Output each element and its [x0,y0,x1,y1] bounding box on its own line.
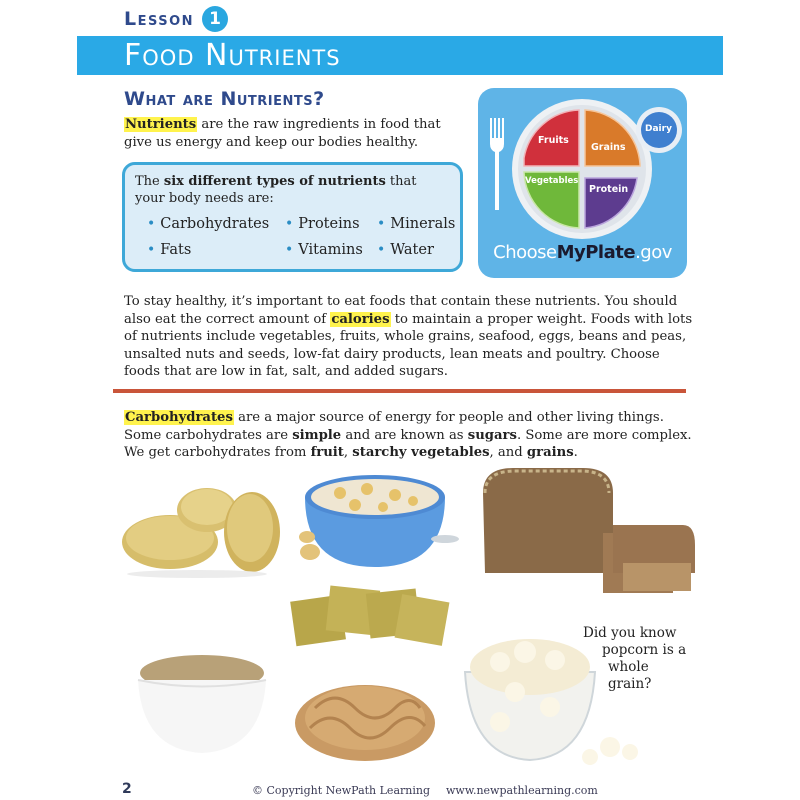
highlight-term: calories [331,311,390,327]
bullet-icon: • [377,216,386,232]
nutrient-item [377,213,467,235]
protein-label: Protein [589,184,629,195]
carb-bold: grains [526,445,574,460]
nutrient-label: Minerals [390,216,456,232]
carb-text: , and [489,445,527,460]
crackers-image [288,583,456,658]
nutrient-item [285,239,377,261]
lesson-word: Lesson [124,8,195,30]
myplate-graphic [478,88,687,278]
para-text-2: to maintain a proper weight. Foods with lots of nutrients include vegetables, fruits, whole grains, seafood, eggs, beans and peas, unsalted nuts and seeds, low-fat dairy products, lean meats and poultry. Choose foods that are low in fat, salt, and added sugars. [124,311,693,379]
section-heading: What are Nutrients? [124,88,325,110]
highlight-term: Carbohydrates [125,410,233,425]
popcorn-fact [583,625,693,693]
nutrient-label: Carbohydrates [160,216,270,232]
nutrient-label: Water [390,242,434,258]
website-link[interactable]: www.newpathlearning.com [446,784,598,797]
bullet-icon: • [147,216,156,232]
title-bar [77,36,723,75]
healthy-eating-paragraph [124,293,696,381]
caption-post: .gov [635,242,672,263]
para-text-1: To stay healthy, it’s important to eat foods that contain these nutrients. You should also eat the correct amount of [124,294,678,327]
oatmeal-bowl-image [295,467,465,582]
nutrient-label: Fats [160,242,192,258]
carb-bold: fruit [310,445,344,460]
fork-icon [490,118,504,210]
caption-pre: Choose [493,242,557,263]
bullet-icon: • [285,242,294,258]
lesson-label [124,6,228,32]
nutrient-box-lead [135,173,450,207]
carb-text: . Some are more complex. We get carbohydrates from [124,427,692,460]
vegetables-label: Vegetables [525,176,579,186]
whole-grain-bread-image [473,463,700,598]
page-title: Food Nutrients [124,38,341,73]
carb-text: and are known as [341,427,468,443]
bullet-icon: • [377,242,386,258]
myplate-caption [478,242,687,263]
bullet-icon: • [285,216,294,232]
highlight-term: Nutrients [125,117,197,132]
carb-bold: starchy vegetables [352,445,490,460]
lead-bold: six different types of nutrients [163,174,386,189]
section-divider [113,389,686,393]
lead-post: that your body needs are: [135,174,417,206]
lead-pre: The [135,174,164,189]
nutrient-label: Proteins [298,216,360,232]
page-number: 2 [122,781,132,797]
popcorn-fact-line: popcorn is a [602,642,687,658]
potatoes-image [112,480,282,580]
nutrient-item [147,239,285,261]
nutrient-types-box [122,162,463,272]
nutrient-item [285,213,377,235]
nutrient-item [147,213,285,235]
brown-rice-bowl-image [130,645,275,760]
carb-bold: simple [292,427,342,443]
fruits-label: Fruits [538,135,569,146]
nutrient-label: Vitamins [298,242,363,258]
popcorn-fact-line: Did you know [583,625,677,641]
copyright-text: © Copyright NewPath Learning [252,784,430,797]
carbohydrates-paragraph [124,409,696,462]
carb-bold: sugars [467,427,517,443]
carb-text: . [573,445,578,460]
dairy-label: Dairy [645,124,672,134]
intro-text: are the raw ingredients in food that give us energy and keep our bodies healthy. [124,117,441,150]
lesson-number-badge: 1 [202,6,228,32]
carb-text: , [343,445,353,460]
bullet-icon: • [147,242,156,258]
carb-text: are a major source of energy for people and other living things. Some carbohydrates are [124,410,664,443]
nutrient-item [377,239,467,261]
caption-bold: MyPlate [556,242,636,263]
popcorn-fact-line: whole grain? [608,659,652,692]
grains-label: Grains [591,142,626,153]
intro-paragraph [124,116,469,151]
whole-wheat-pasta-image [290,668,440,768]
nutrient-list [135,213,456,261]
